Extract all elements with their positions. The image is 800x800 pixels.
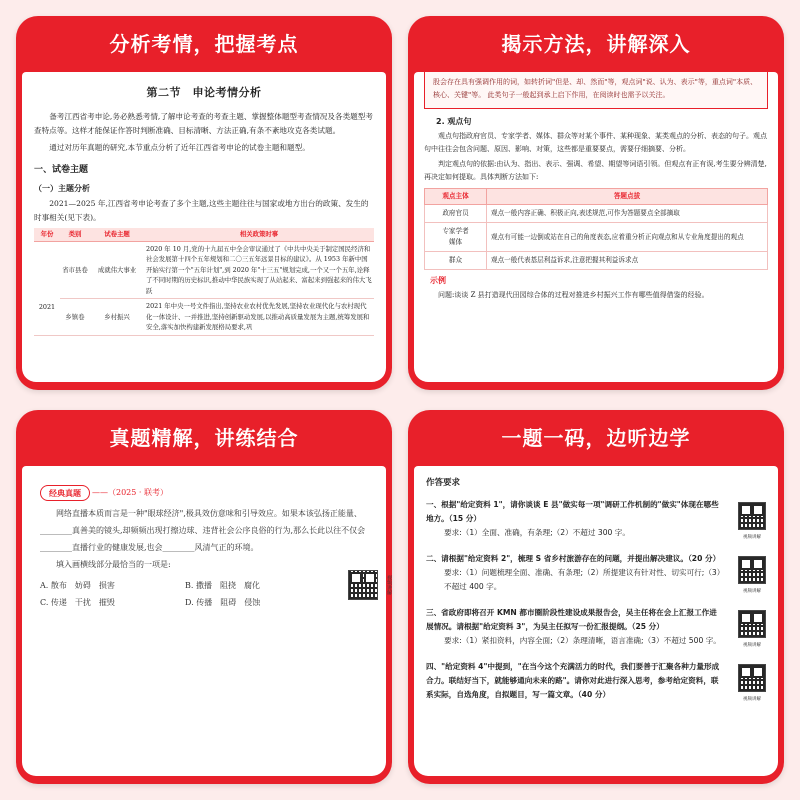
col-header: 年份	[34, 228, 60, 241]
cell-subject: 专家学者 媒体	[425, 223, 487, 252]
panel-exam-analysis	[16, 16, 392, 390]
qr-code-icon[interactable]	[738, 556, 766, 584]
cell-topic: 乡村振兴	[90, 299, 144, 336]
qr-code-block[interactable]	[738, 502, 766, 545]
question-requirement: 要求:（1）紧扣资料，内容全面;（2）条理清晰，语言准确;（3）不超过 500 字。	[444, 636, 721, 645]
cell-subject: 群众	[425, 252, 487, 270]
option-row	[40, 577, 330, 594]
cell-tip: 观点一般内容正确、积极正向,表述规范,可作为答题要点全部摘取	[487, 205, 768, 223]
question-text: 网络直播本质而言是一种"眼球经济",极具效仿意味和引导效应。如果本该弘扬正能量、________真善美的镜头,却频频出现打擦边球、违背社会公序良俗的行为,那么长此以往不仅会________直播行业的健康发展,也会________风清气正的环境。	[40, 509, 366, 552]
panel-qr-learning	[408, 410, 784, 784]
qr-code-block[interactable]	[348, 570, 397, 600]
section-heading: 第二节 申论考情分析	[146, 86, 262, 99]
table-row	[425, 252, 768, 270]
options	[40, 577, 368, 611]
heading: 一、试卷主题	[34, 165, 89, 175]
panel-title: 分析考情，把握考点	[109, 32, 299, 56]
col-header: 答题点拔	[487, 189, 768, 205]
panel-real-questions	[16, 410, 392, 784]
panel-title: 一题一码，边听边学	[501, 426, 691, 450]
qr-code-block[interactable]	[738, 556, 766, 599]
question-item	[426, 552, 766, 594]
option-a[interactable]: A. 散布 妨碍 损害	[40, 581, 115, 590]
subheading: （一）主题分析	[34, 183, 90, 193]
table-row	[425, 223, 768, 252]
qr-code-icon[interactable]	[738, 502, 766, 530]
question-title: 四、"给定资料 4"中提到，"在当今这个充满活力的时代，我们要善于汇聚各种力量形成合力。联结好当下，就能够通向未来的路"。请你对此进行深入思考，参考给定资料，联系实际，自选角度，自拟题目，写一篇文章。（40 分）	[426, 662, 720, 699]
panel-content	[22, 466, 392, 776]
table-row	[34, 241, 374, 299]
paragraph: 备考江西省考申论,务必熟悉考情,了解申论考查的考查主题、掌握整体题型考查情况及各类题型考查特点等。这样才能保证作答时判断准确、目标清晰、方法正确,有条不紊地攻克各类试题。	[34, 112, 373, 135]
example-label: 示例	[430, 276, 446, 285]
qr-code-icon[interactable]	[738, 664, 766, 692]
question-requirement: 要求:（1）问题梳理全面、准确、有条理;（2）所提建议有针对性、切实可行;（3）不超过 400 字。	[444, 568, 721, 591]
qr-label: 视频讲解	[743, 535, 761, 540]
source-tag: ——（2025 · 联考）	[92, 488, 168, 497]
panel-title: 揭示方法，讲解深入	[501, 32, 691, 56]
cell-category: 省市县卷	[60, 241, 90, 299]
question-prompt: 填入画横线部分最恰当的一项是:	[56, 560, 171, 569]
paragraph: 观点句指政府官员、专家学者、媒体、群众等对某个事件、某种现象、某类观点的分析、表态的句子。观点句中往往会包含问题、原因、影响、对策，这些都是重要要点，需要仔细摘要、分析。	[424, 132, 767, 153]
example-text: 问题:谈谈 Z 县打造现代田园综合体的过程对推进乡村振兴工作有哪些值得借鉴的经验。	[438, 291, 709, 299]
question-title: 三、省政府即将召开 KMN 都市圈阶段性建设成果报告会，吴主任将在会上汇报工作进展情况。请根据"给定资料 3"，为吴主任拟写一份汇报提纲。（25 分）	[426, 608, 717, 631]
table-header-row	[34, 228, 374, 241]
panel-content	[414, 72, 778, 382]
question-item	[426, 660, 766, 702]
option-c[interactable]: C. 传递 干扰 摧毁	[40, 598, 115, 607]
topic-table	[34, 228, 374, 336]
question-requirement: 要求:（1）全面、准确，有条理;（2）不超过 300 字。	[444, 528, 630, 537]
table-row	[425, 205, 768, 223]
cell-policy: 2020 年 10 月,党的十九届五中全会审议通过了《中共中央关于制定国民经济和社会发展第十四个五年规划和二〇三五年远景目标的建议》。从 1953 年新中国开始实行第一个"五年计划",到 2020 年"十三五"规划完成,一个又一个五年,诠释了不同时期的历史标识,推动中华民族实现了从站起来、富起来到强起来的伟大飞跃	[144, 241, 374, 299]
qr-label: 视频讲解	[743, 589, 761, 594]
question-title: 一、根据"给定资料 1"，请你谈谈 E 县"做实每一项"调研工作机制的"做实"体现在哪些地方。（15 分）	[426, 500, 719, 523]
panel-methods	[408, 16, 784, 390]
panel-title: 真题精解，讲练结合	[109, 426, 299, 450]
col-header: 试卷主题	[90, 228, 144, 241]
panel-content	[414, 466, 778, 776]
option-d[interactable]: D. 传播 阻碍 侵蚀	[185, 598, 261, 607]
cell-policy: 2021 年中央一号文件指出,坚持农业农村优先发展,坚持农业现代化与农村现代化一体设计、一并推进,坚持创新驱动发展,以推动高质量发展为主题,统筹发展和安全,落实加快构建新发展格局要求,巩	[144, 299, 374, 336]
col-header: 相关政策时事	[144, 228, 374, 241]
cell-year: 2021	[34, 241, 60, 335]
question-title: 二、请根据"给定资料 2"，梳理 S 省乡村旅游存在的问题，并提出解决建议。（20 分）	[426, 554, 721, 563]
classic-question-tag: 经典真题	[40, 485, 90, 501]
paragraph: 通过对历年真题的研究,本节重点分析了近年江西省考申论的试卷主题和题型。	[49, 143, 310, 152]
panel-content	[22, 72, 386, 382]
qr-label: 视频讲解	[386, 575, 392, 595]
cell-subject: 政府官员	[425, 205, 487, 223]
cell-category: 乡镇卷	[60, 299, 90, 336]
qr-code-block[interactable]	[738, 664, 766, 707]
paragraph: 2021—2025 年,江西省考申论考查了多个主题,这些主题往往与国家或地方出台的政策、发生的时事相关(见下表)。	[34, 199, 369, 222]
cell-topic: 成就伟大事业	[90, 241, 144, 299]
qr-code-icon[interactable]	[348, 570, 378, 600]
note-box: 股会存在具有强调作用的词，如转折词"但是、却、然而"等，观点词"说、认为、表示"等，重点词"本质、核心、关键"等。 此类句子一般起到承上启下作用，在阅读时也需予以关注。	[424, 72, 768, 109]
question-item	[426, 498, 766, 540]
col-header: 类别	[60, 228, 90, 241]
requirements-heading: 作答要求	[426, 478, 461, 488]
paragraph: 判定观点句的依据:由认为、指出、表示、强调、希望、期望等词语引领。但观点有正有误,考生要分辨清楚,再决定如何提取。具体判断方法如下:	[424, 160, 767, 181]
cell-tip: 观点一般代表基层利益诉求,注意把握其利益诉求点	[487, 252, 768, 270]
qr-label: 视频讲解	[743, 697, 761, 702]
option-b[interactable]: B. 撒播 阻挠 腐化	[185, 581, 260, 590]
option-row	[40, 594, 330, 611]
table-header-row	[425, 189, 768, 205]
qr-code-block[interactable]	[738, 610, 766, 653]
viewpoint-table	[424, 188, 768, 270]
cell-tip: 观点有可能一边倒或站在自己的角度表态,应着重分析正向观点和从专业角度提出的观点	[487, 223, 768, 252]
col-header: 观点主体	[425, 189, 487, 205]
question-item	[426, 606, 766, 648]
table-row	[34, 299, 374, 336]
tag-row	[40, 484, 368, 501]
qr-code-icon[interactable]	[738, 610, 766, 638]
qr-label: 视频讲解	[743, 643, 761, 648]
subheading: 2. 观点句	[436, 117, 472, 126]
